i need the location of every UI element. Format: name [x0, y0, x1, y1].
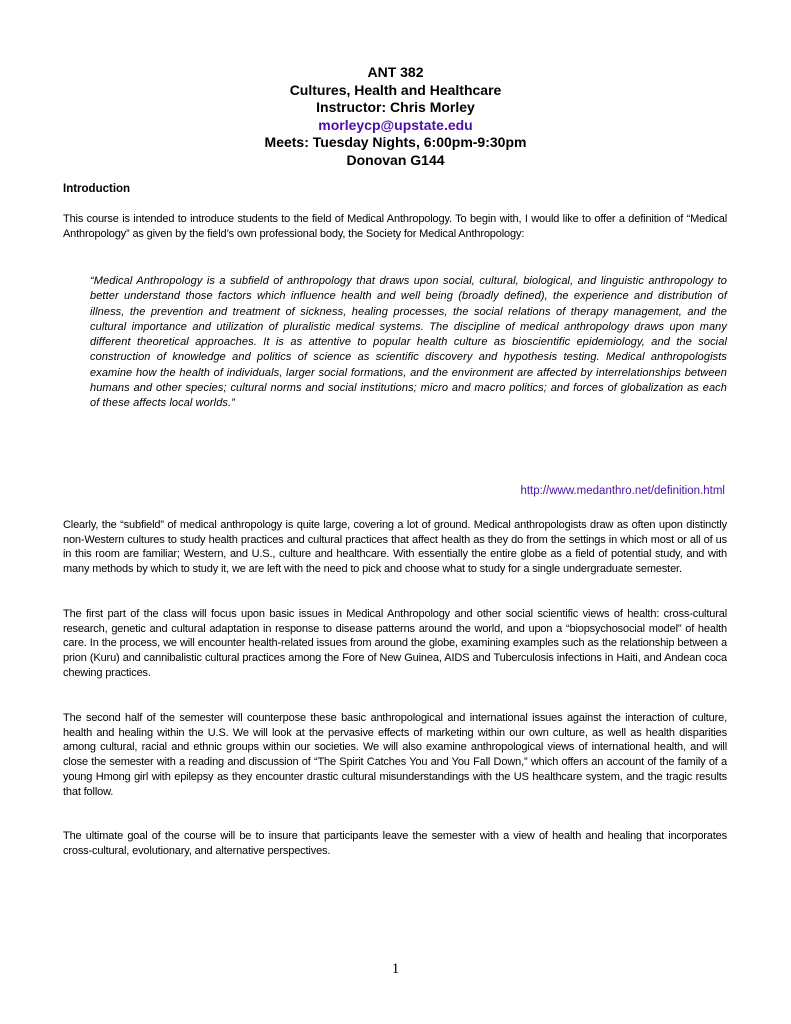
- course-title: Cultures, Health and Healthcare: [289, 81, 502, 98]
- body-paragraph-1: Clearly, the “subfield” of medical anthropology is quite large, covering a lot of ground. Medical anthropologists draw as often upon distinctly non-Western cultures to study health practices and cultural practices that affect health as they do from the settings in which most or all of us in this room are familiar; Western, and U.S., culture and healthcare. With essentially the entire globe as a field of potential study, and with many methods by which to study it, we are left with the need to pick and choose what to study for a single undergraduate semester.: [63, 519, 727, 576]
- course-header: [0, 64, 791, 169]
- course-code: ANT 382: [367, 64, 424, 80]
- meeting-room: Donovan G144: [346, 151, 445, 168]
- body-paragraph-2: The first part of the class will focus upon basic issues in Medical Anthropology and other social scientific views of health: cross-cultural research, genetic and cultural adaptation in response to disease patterns around the world, and upon a “biopsychosocial model” of health care. In the process, we will encounter health-related issues from around the globe, examining examples such as the relationship between a prion (Kuru) and cannibalistic cultural practices among the Fore of New Guinea, AIDS and Tuberculosis infections in Haiti, and Andean coca chewing practices.: [63, 608, 727, 679]
- definition-source-link[interactable]: http://www.medanthro.net/definition.html: [520, 485, 725, 497]
- page-number: 1: [391, 961, 400, 977]
- definition-quote: “Medical Anthropology is a subfield of anthropology that draws upon social, cultural, biological, and linguistic anthropology to better understand those factors which influence health and well being (broadly defined), the experience and distribution of illness, the prevention and treatment of sickness, healing processes, the social relations of therapy management, and the cultural importance and utilization of pluralistic medical systems. The discipline of medical anthropology draws upon many different theoretical approaches. It is as attentive to popular health culture as bioscientific epidemiology, and the social construction of knowledge and politics of science as scientific discovery and hypothesis testing. Medical anthropologists examine how the health of individuals, larger social formations, and the environment are affected by interrelationships between humans and other species; cultural norms and social institutions; micro and macro politics; and forces of globalization as each of these affects local worlds.”: [90, 275, 727, 410]
- body-paragraph-3: The second half of the semester will counterpose these basic anthropological and international issues against the interaction of culture, health and healing within the U.S. We will look at the pervasive effects of marketing within our own culture, as well as health disparities among cultural, racial and ethnic groups within our societies. We will also examine anthropological views of international health, and will close the semester with a reading and discussion of “The Spirit Catches You and You Fall Down,” which offers an account of the family of a young Hmong girl with epilepsy as they encounter drastic cultural misunderstandings with the US healthcare system, and the tragic results that follow.: [63, 712, 727, 798]
- introduction-heading: Introduction: [63, 183, 131, 195]
- meeting-time: Meets: Tuesday Nights, 6:00pm-9:30pm: [264, 134, 527, 150]
- instructor-name: Instructor: Chris Morley: [316, 99, 475, 115]
- instructor-email-link[interactable]: morleycp@upstate.edu: [318, 116, 473, 133]
- body-paragraph-4: The ultimate goal of the course will be to insure that participants leave the semester with a view of health and healing that incorporates cross-cultural, evolutionary, and alternative perspectives.: [63, 830, 727, 857]
- intro-paragraph: This course is intended to introduce students to the field of Medical Anthropology. To begin with, I would like to offer a definition of “Medical Anthropology” as given by the field’s own professional body, the Society for Medical Anthropology:: [63, 213, 727, 240]
